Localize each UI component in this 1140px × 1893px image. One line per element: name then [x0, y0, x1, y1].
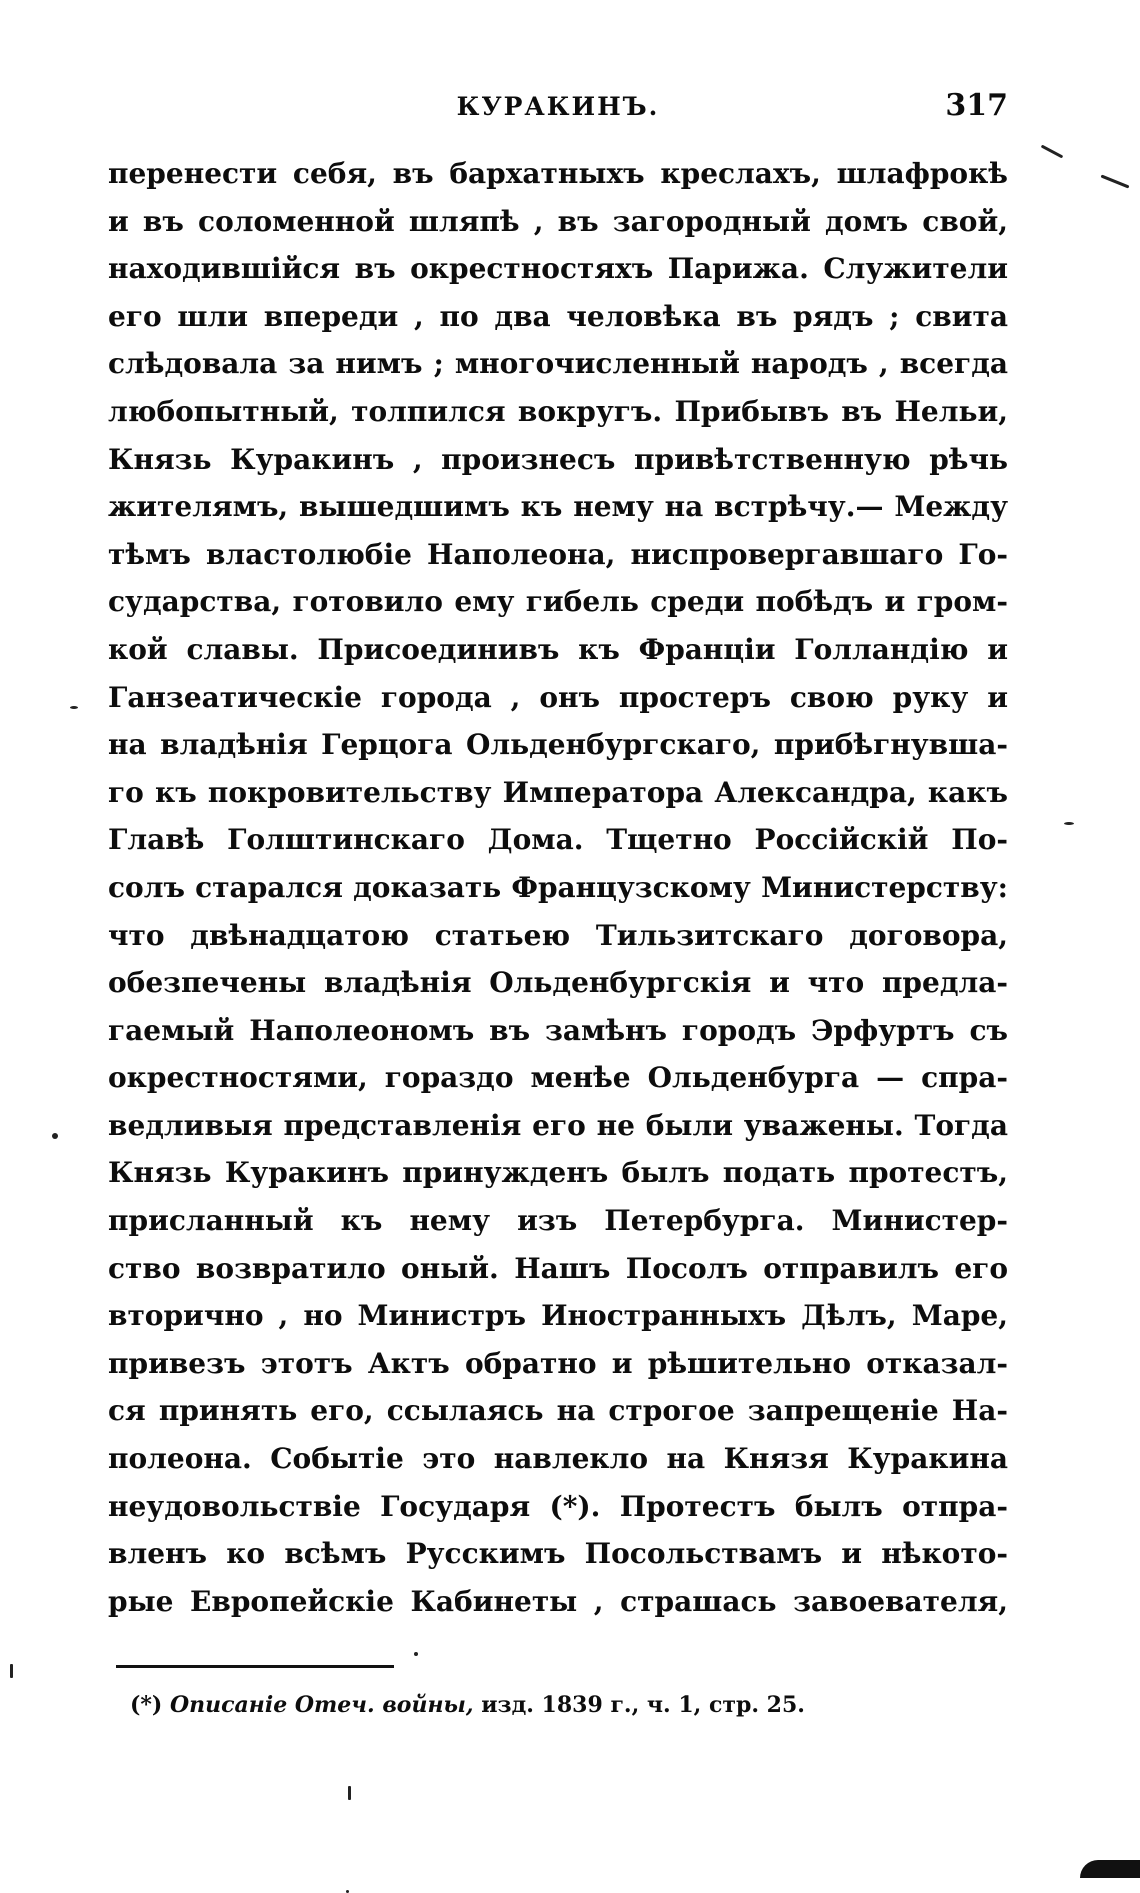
- footnote-title: Описаніе Отеч. войны,: [170, 1692, 474, 1718]
- scan-speck: [348, 1786, 351, 1800]
- footnote-mark: (*): [130, 1692, 163, 1718]
- scan-speck: [10, 1664, 13, 1678]
- text-line: гаемый Наполеономъ въ замѣнъ городъ Эрфуртъ съ: [108, 1013, 1008, 1047]
- page-header: [108, 88, 1008, 132]
- text-line: Князь Куракинъ принужденъ былъ подать протестъ,: [108, 1156, 1008, 1190]
- footnote-rule: [116, 1665, 394, 1668]
- text-line: Ганзеатическіе города , онъ простеръ свою руку и: [108, 680, 1008, 714]
- text-line: ся принять его, ссылаясь на строгое запрещеніе На-: [108, 1394, 1008, 1428]
- text-line: кой славы. Присоединивъ къ Франціи Голландію и: [108, 632, 1008, 666]
- scan-speck: [1041, 145, 1064, 159]
- text-line: окрестностями, гораздо менѣе Ольденбурга — спра-: [108, 1061, 1008, 1095]
- scan-speck: [1101, 174, 1130, 188]
- body-text: [108, 150, 1008, 1625]
- text-line: его шли впереди , по два человѣка въ рядъ ; свита: [108, 299, 1008, 333]
- text-line: ство возвратило оный. Нашъ Посолъ отправилъ его: [108, 1251, 1008, 1285]
- text-line: ведливыя представленія его не были уважены. Тогда: [108, 1108, 1008, 1142]
- scan-speck: [52, 1133, 58, 1139]
- scan-speck: [1064, 822, 1074, 825]
- text-line: находившійся въ окрестностяхъ Парижа. Служители: [108, 252, 1008, 286]
- text-line: что двѣнадцатою статьею Тильзитскаго договора,: [108, 918, 1008, 952]
- scan-speck: [70, 706, 78, 709]
- text-line: рые Европейскіе Кабинеты , страшась завоевателя,: [108, 1584, 1008, 1618]
- text-line: сударства, готовило ему гибель среди побѣдъ и гром-: [108, 585, 1008, 619]
- text-line: полеона. Событіе это навлекло на Князя Куракина: [108, 1442, 1008, 1476]
- page-number: 317: [945, 88, 1008, 123]
- text-line: солъ старался доказать Французскому Министерству:: [108, 870, 1008, 904]
- running-head: КУРАКИНЪ.: [456, 92, 660, 121]
- scan-speck: [414, 1652, 418, 1656]
- text-line: неудовольствіе Государя (*). Протестъ былъ отпра-: [108, 1489, 1008, 1523]
- footnote-reference: изд. 1839 г., ч. 1, стр. 25.: [481, 1692, 805, 1718]
- text-line: любопытный, толпился вокругъ. Прибывъ въ Нельи,: [108, 394, 1008, 428]
- text-line: вторично , но Министръ Иностранныхъ Дѣлъ, Маре,: [108, 1299, 1008, 1333]
- scan-blot: [1080, 1860, 1140, 1878]
- text-line: вленъ ко всѣмъ Русскимъ Посольствамъ и нѣкото-: [108, 1537, 1008, 1571]
- text-line: слѣдовала за нимъ ; многочисленный народъ , всегда: [108, 347, 1008, 381]
- text-line: и въ соломенной шляпѣ , въ загородный домъ свой,: [108, 204, 1008, 238]
- text-line: Князь Куракинъ , произнесъ привѣтственную рѣчь: [108, 442, 1008, 476]
- footnote: [130, 1692, 1010, 1718]
- text-line: го къ покровительству Императора Александра, какъ: [108, 775, 1008, 809]
- text-line: привезъ этотъ Актъ обратно и рѣшительно отказал-: [108, 1346, 1008, 1380]
- text-line: жителямъ, вышедшимъ къ нему на встрѣчу.— Между: [108, 490, 1008, 524]
- text-line: перенести себя, въ бархатныхъ креслахъ, шлафрокѣ: [108, 157, 1008, 190]
- text-line: обезпечены владѣнія Ольденбургскія и что предла-: [108, 966, 1008, 1000]
- text-line: тѣмъ властолюбіе Наполеона, ниспровергавшаго Го-: [108, 537, 1008, 571]
- text-line: присланный къ нему изъ Петербурга. Министер-: [108, 1204, 1008, 1238]
- text-line: на владѣнія Герцога Ольденбургскаго, прибѣгнувша-: [108, 728, 1008, 762]
- text-line: Главѣ Голштинскаго Дома. Тщетно Россійскій По-: [108, 823, 1008, 857]
